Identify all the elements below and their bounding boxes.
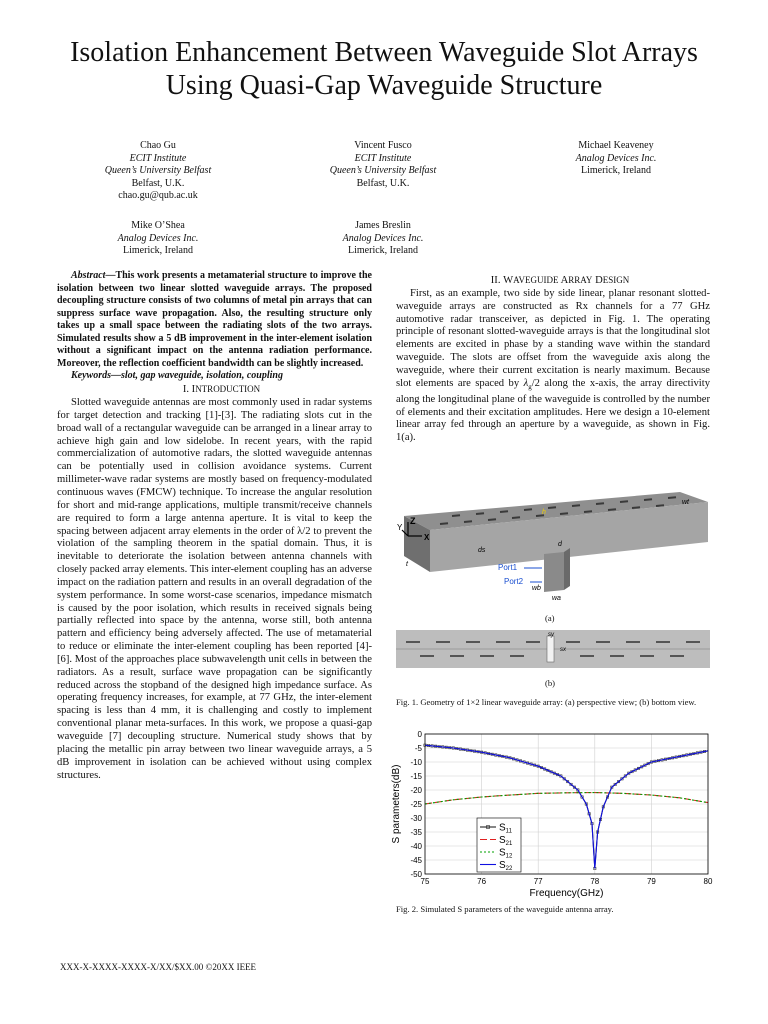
author-block-5 xyxy=(263,220,503,258)
dim-t: t xyxy=(406,561,408,568)
legend-label-s21: $S_{21}$ xyxy=(499,835,513,847)
feed-waveguide xyxy=(544,552,564,592)
author-location: Belfast, U.K. xyxy=(131,177,185,189)
figure-1b-label: (b) xyxy=(545,678,556,688)
chart-x-axis-label: Frequency(GHz) xyxy=(529,888,604,898)
author-dept: ECIT Institute xyxy=(354,152,412,164)
author-dept: ECIT Institute xyxy=(129,152,187,164)
chart-series-group xyxy=(424,744,708,870)
section-title-initial: A xyxy=(560,275,569,286)
x-tick-label: 77 xyxy=(533,877,543,886)
y-tick-label: -5 xyxy=(414,744,422,753)
section-number: II. xyxy=(490,275,501,286)
lambda-symbol: λ xyxy=(523,377,529,389)
abstract-dash: — xyxy=(105,270,116,281)
section-title-initial: W xyxy=(503,275,514,286)
author-location: Limerick, Ireland xyxy=(348,245,418,257)
section-title-rest: AVEGUIDE xyxy=(513,275,559,285)
axis-x-label: X xyxy=(424,533,430,542)
x-tick-label: 78 xyxy=(590,877,600,886)
author-name: James Breslin xyxy=(355,220,411,231)
keywords: Keywords—slot, gap waveguide, isolation, coupling xyxy=(71,370,283,382)
x-tick-label: 76 xyxy=(477,877,487,886)
legend-label-s12: $S_{12}$ xyxy=(499,847,513,860)
author-email: chao.gu@qub.ac.uk xyxy=(118,190,198,202)
section-title-rest: RRAY xyxy=(568,275,593,285)
y-tick-label: -45 xyxy=(410,856,422,865)
author-name: Vincent Fusco xyxy=(354,140,412,151)
x-tick-label: 80 xyxy=(703,877,713,886)
section-title-initial: D xyxy=(595,275,603,286)
section-heading-intro xyxy=(57,383,372,397)
author-name: Chao Gu xyxy=(140,140,176,151)
axis-z-label: Z xyxy=(410,516,416,526)
legend-label-s22: $S_{22}$ xyxy=(499,860,513,872)
y-tick-label: -30 xyxy=(410,814,422,823)
dim-wt: wt xyxy=(682,499,689,506)
abstract xyxy=(57,270,372,370)
section-number: I. xyxy=(182,384,189,396)
dim-wa: wa xyxy=(552,595,561,600)
series-line-s22 xyxy=(425,745,708,868)
figure-2-caption: Fig. 2. Simulated S parameters of the waveguide antenna array. xyxy=(396,904,614,914)
chart-grid xyxy=(425,734,708,874)
section-title-rest: ESIGN xyxy=(602,275,630,285)
chart-ticks xyxy=(410,730,713,886)
author-location: Limerick, Ireland xyxy=(581,165,651,177)
author-org: Analog Devices Inc. xyxy=(342,232,424,244)
section-title-initial: I xyxy=(191,384,196,396)
left-column xyxy=(57,270,372,782)
intro-paragraph: Slotted waveguide antennas are most commonly used in radar systems for target detection and tracking [1]-[3]. The radiating slots cut in the broad wall of a rectangular waveguide can be arranged in a linear array to achieve high gain and low sidelobe. In recent years, with the rapid commercialization of automotive radars, the slotted waveguide antennas can be potentially used in collision avoidance systems. Current millimeter-wave radar systems are mostly based on frequency-modulated continuous waves (FMCW) technique. To increase the angular resolution for short and mid-range applications, multiple transmit/receive channels are required to form a large antenna aperture. It is vital to keep the spacing between adjacent array elements in the order of λ/2 to prevent the violation of the sampling theorem in the spatial domain. Thus, it is inevitable to deteriorate the isolation between antenna channels with closely packed array elements. This inter-element coupling has an adverse impact on the radiation pattern and results in an overall degradation of the system performance. In some worst-case scenarios, impedance mismatch is caused by the poor isolation, which results in received signals being partially reflected into space by the antenna, worse still, both antenna pattern and efficiency being adversely affected. The use of metamaterial to reduce or eliminate the inter-element coupling has been reported [4]-[6]. Most of the approaches place subwavelength unit cells in between the radiators. As a result, surface wave propagation can be significantly reduced across the stopband of the designed high impedance surface. As operating frequency increases, for example, at 77 GHz, the inter-element spacing is less than 4 mm, it is challenging and costly to implement conventional planar meta-surfaces. In this work, we propose a quasi-gap waveguide [7] decoupling structure. Numerical study shows that by placing the metallic pin array between two linear waveguide arrays, a 5 dB improvement in isolation can be achieved without using complex structures. xyxy=(57,397,372,781)
author-location: Belfast, U.K. xyxy=(356,177,410,189)
author-name: Michael Keaveney xyxy=(578,140,654,151)
y-tick-label: 0 xyxy=(417,730,422,739)
author-org: Analog Devices Inc. xyxy=(575,152,657,164)
dim-ds: ds xyxy=(478,547,486,554)
design-text-b: /2 along the x-axis, the array directivity along the longitudinal plane of the waveguide is controlled by the number of elements and their excitation amplitudes. Here we design a 10-element linear array fed through an aperture by a waveguide, as shown in Fig. 1(a). xyxy=(396,377,710,444)
feed-waveguide-side xyxy=(564,548,570,590)
section-title-rest: NTRODUCTION xyxy=(195,384,261,395)
author-location: Limerick, Ireland xyxy=(123,245,193,257)
center-aperture xyxy=(547,636,554,662)
series-line-s21 xyxy=(425,793,708,804)
legend-label-s11: $S_{11}$ xyxy=(499,822,512,835)
series-line-s11 xyxy=(425,745,708,868)
x-tick-label: 79 xyxy=(646,877,656,886)
author-block-4 xyxy=(38,220,278,258)
dim-sy: sy xyxy=(548,632,554,638)
author-org: Queen’s University Belfast xyxy=(104,165,212,177)
copyright-footer: XXX-X-XXXX-XXXX-X/XX/$XX.00 ©20XX IEEE xyxy=(60,962,257,972)
dim-d: d xyxy=(558,541,562,548)
port1-label: Port1 xyxy=(498,563,518,572)
y-tick-label: -40 xyxy=(410,842,422,851)
design-paragraph xyxy=(396,288,710,445)
y-tick-label: -20 xyxy=(410,786,422,795)
figure-2-chart xyxy=(383,728,718,898)
figure-1b-bottom-view xyxy=(396,630,710,668)
y-tick-label: -25 xyxy=(410,800,422,809)
author-org: Queen’s University Belfast xyxy=(329,165,437,177)
right-column xyxy=(396,274,710,445)
design-text-a: First, as an example, two side by side linear, planar resonant slotted-waveguide arrays are constructed as Rx channels for a 77 GHz automotive radar transceiver, as depicted in Fig. 1. The operating principle of resonant slotted-waveguide arrays is that the longitudinal slot elements are excited in phase by a standing wave within the standard waveguide. The slots are offset from the waveguide axis along the waveguide, where their current excitation is nearly maximum. Because slot elements are spaced by xyxy=(396,287,710,389)
dim-sx: sx xyxy=(560,647,566,653)
dim-h: h xyxy=(542,509,546,516)
chart-y-axis-label: S parameters(dB) xyxy=(391,764,402,844)
y-tick-label: -10 xyxy=(410,758,422,767)
section-heading-design xyxy=(396,274,710,288)
author-block-1 xyxy=(38,140,278,203)
chart-legend xyxy=(477,818,521,872)
paper-title: Isolation Enhancement Between Waveguide Slot Arrays Using Quasi-Gap Waveguide Structure xyxy=(70,37,698,101)
x-tick-label: 75 xyxy=(420,877,430,886)
abstract-text: This work presents a metamaterial structure to improve the isolation between two linear slotted waveguide arrays. The proposed decoupling structure consists of two columns of metal pin arrays that can suppress surface wave propagation. Also, the resulting structure only takes up a small space between the radiating slots of the two arrays. Simulated results show a 5 dB improvement in the inter-element isolation without a significant impact on the antenna radiation performance. Moreover, the reflection coefficient bandwidth can be slightly increased. xyxy=(57,270,372,369)
author-block-2 xyxy=(263,140,503,190)
y-tick-label: -50 xyxy=(410,870,422,879)
axis-y-label: Y xyxy=(397,523,403,532)
author-org: Analog Devices Inc. xyxy=(117,232,199,244)
figure-1a-perspective xyxy=(392,486,717,600)
author-block-3 xyxy=(496,140,736,178)
figure-1-caption: Fig. 1. Geometry of 1×2 linear waveguide array: (a) perspective view; (b) bottom view. xyxy=(396,697,697,707)
port2-label: Port2 xyxy=(504,577,524,586)
figure-1a-label: (a) xyxy=(545,613,555,623)
lambda-subscript: g xyxy=(528,382,532,391)
y-tick-label: -15 xyxy=(410,772,422,781)
dim-wb: wb xyxy=(532,585,541,592)
abstract-label: Abstract xyxy=(71,270,106,281)
author-name: Mike O’Shea xyxy=(131,220,185,231)
y-tick-label: -35 xyxy=(410,828,422,837)
